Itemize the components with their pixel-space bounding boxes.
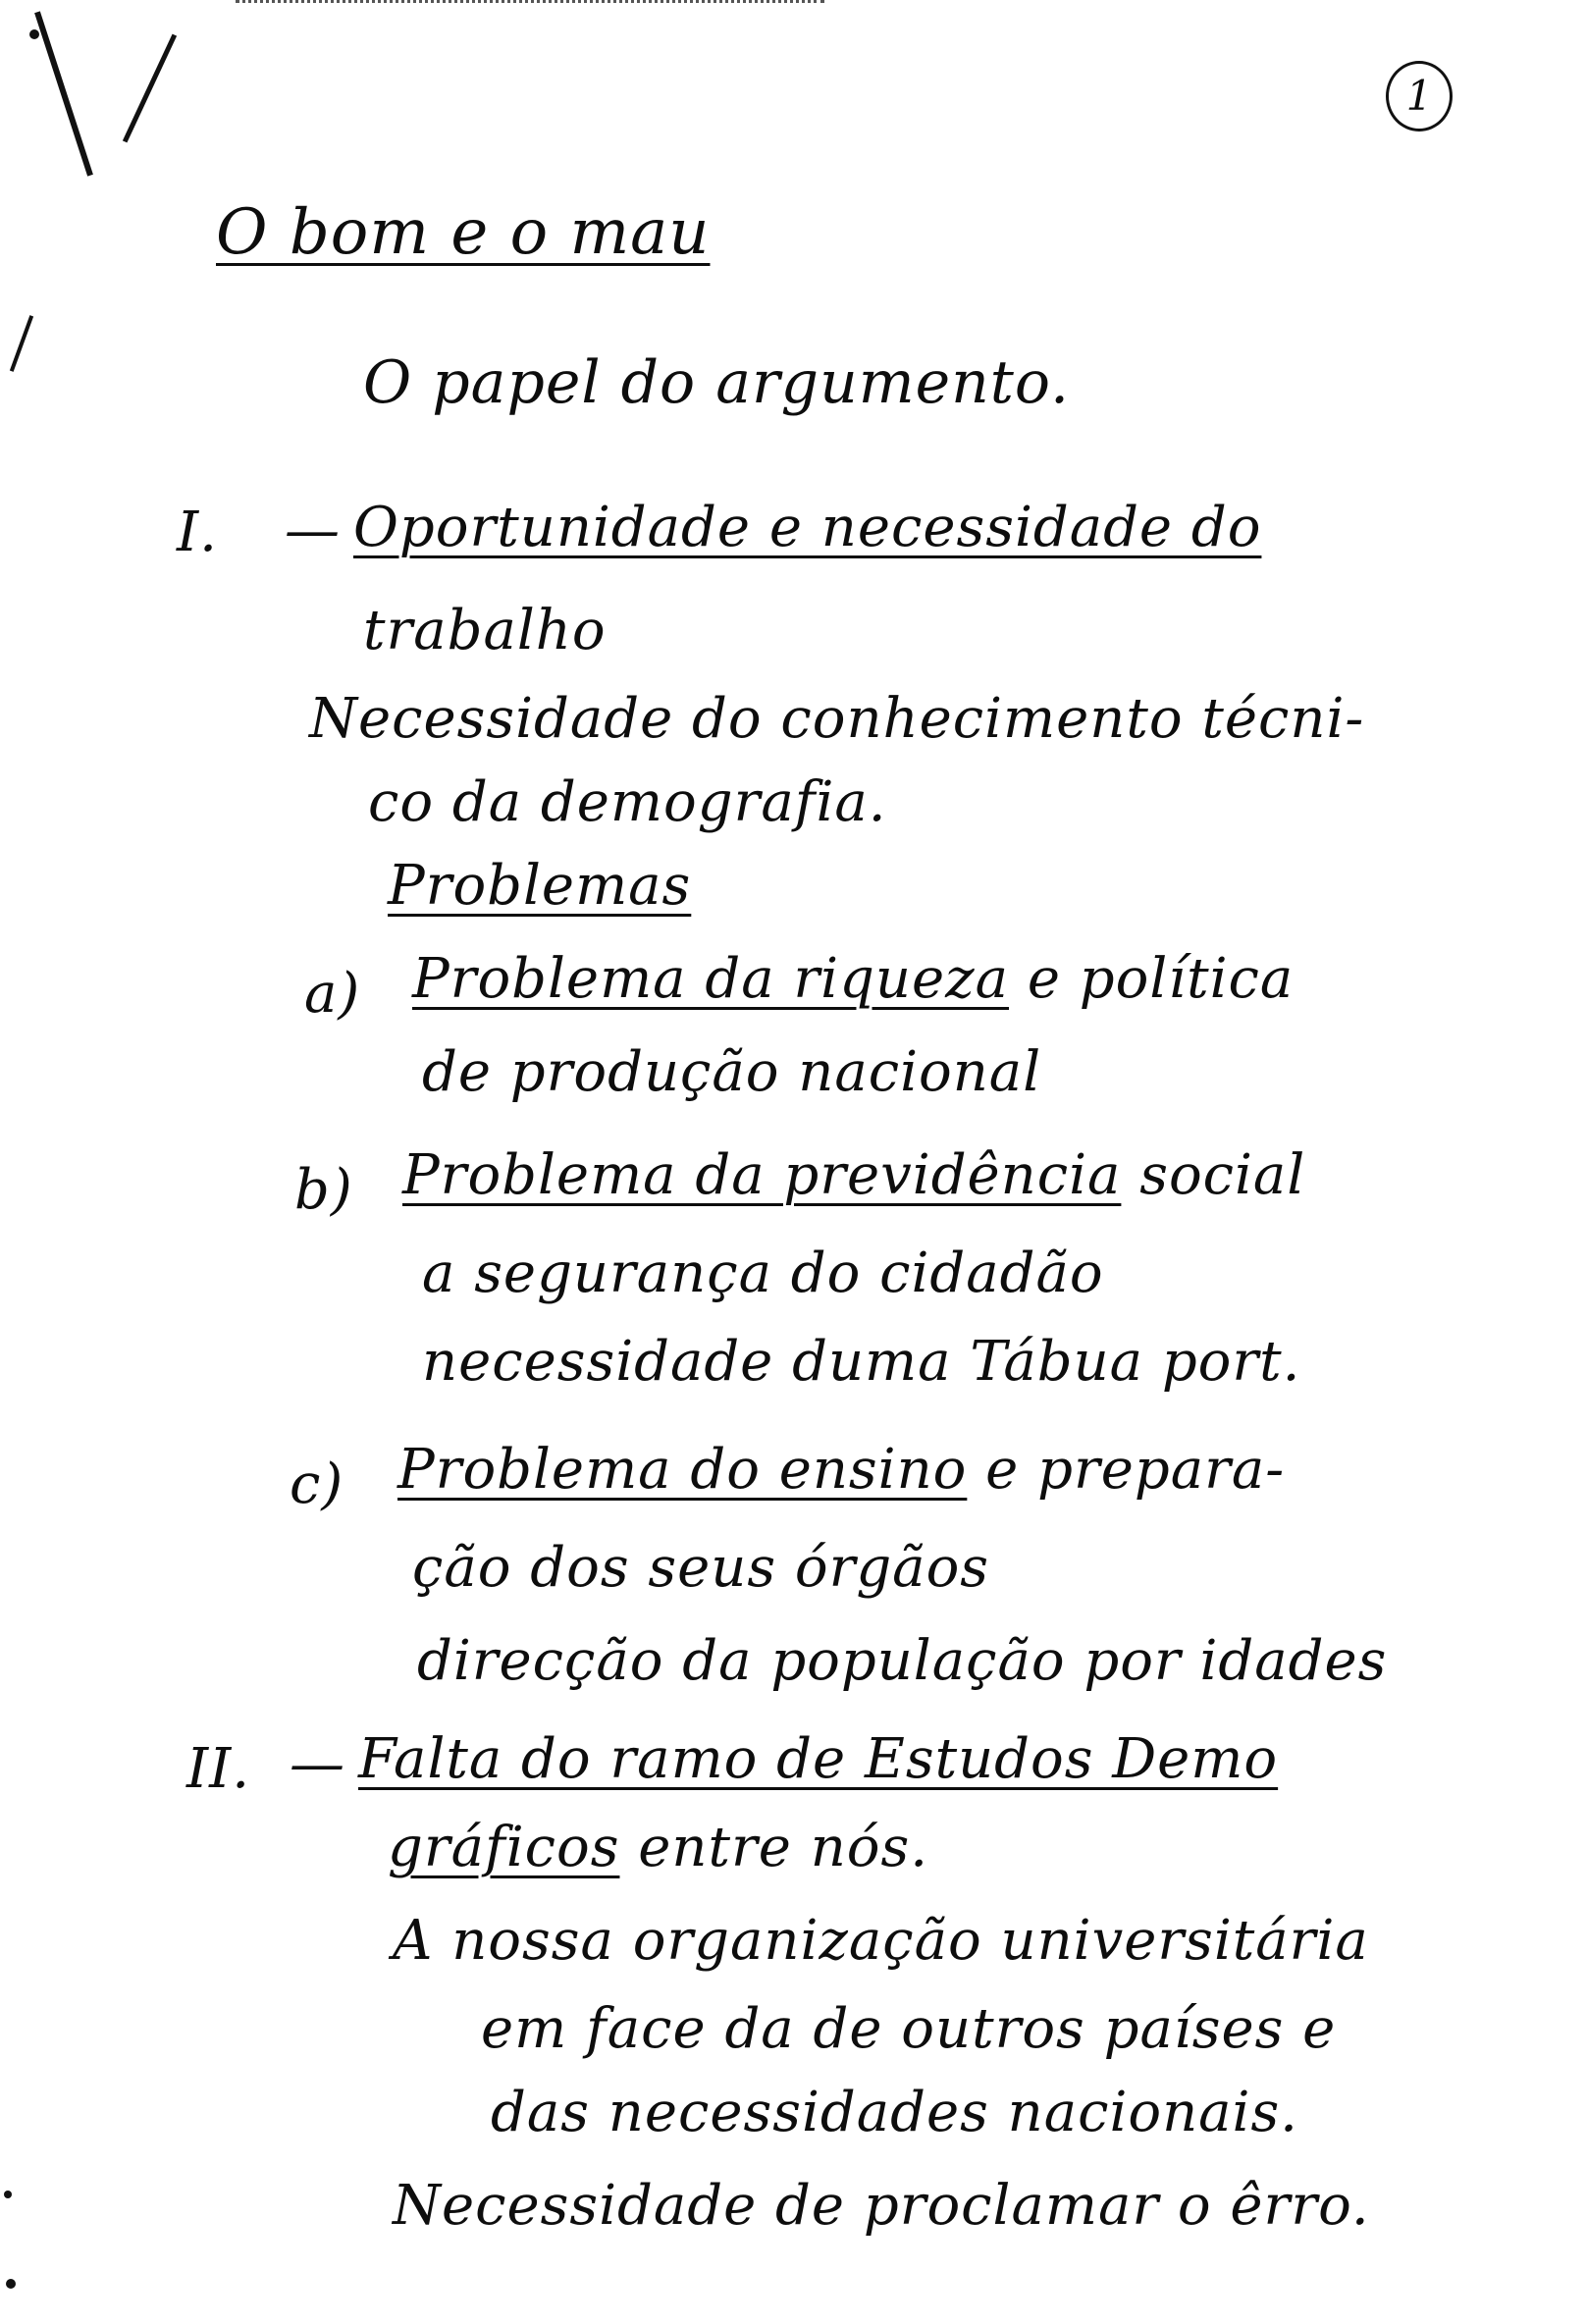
pen-mark <box>10 315 33 372</box>
section-1-heading: Oportunidade e necessidade do <box>353 496 1262 559</box>
section-1-text: Necessidade do conhecimento técni- <box>309 687 1365 751</box>
pen-mark <box>29 29 39 39</box>
item-b-line3: necessidade duma Tábua port. <box>422 1330 1301 1394</box>
item-b-line2: a segurança do cidadão <box>422 1241 1104 1305</box>
section-2-text: A nossa organização universitária <box>393 1909 1369 1973</box>
item-c-line3: direcção da população por idades <box>417 1629 1388 1693</box>
item-b-line <box>402 1143 1305 1207</box>
item-c-heading: Problema do ensino <box>397 1438 968 1502</box>
item-b-rest: social <box>1121 1143 1306 1207</box>
top-dotted-line <box>236 0 824 9</box>
item-a-line <box>412 947 1294 1011</box>
section-2-heading: Falta do ramo de Estudos Demo <box>358 1727 1279 1791</box>
section-2-text: Necessidade de proclamar o êrro. <box>393 2174 1370 2238</box>
section-2-heading-cont-rest: entre nós. <box>619 1816 929 1879</box>
item-c-line <box>397 1438 1285 1502</box>
item-c-line2: ção dos seus órgãos <box>412 1536 990 1600</box>
section-2-heading-cont <box>388 1816 928 1879</box>
pen-mark <box>6 2279 16 2289</box>
pen-mark <box>34 11 93 176</box>
item-b-marker: b) <box>294 1158 353 1222</box>
item-a-line2: de produção nacional <box>422 1040 1042 1104</box>
section-2-dash: — <box>290 1732 345 1796</box>
item-c-rest: e prepara- <box>967 1438 1286 1502</box>
item-b-heading: Problema da previdência <box>402 1143 1122 1207</box>
section-1-numeral: I. <box>177 501 218 564</box>
pen-mark <box>123 34 177 143</box>
item-a-heading: Problema da riqueza <box>412 947 1010 1011</box>
section-2-text: em face da de outros países e <box>481 1997 1337 2061</box>
section-1-dash: — <box>285 499 341 562</box>
pen-mark <box>4 2191 12 2198</box>
section-2-text: das necessidades nacionais. <box>491 2081 1298 2144</box>
section-1-heading-cont: trabalho <box>363 599 607 662</box>
page-number: 1 <box>1386 61 1453 132</box>
item-a-marker: a) <box>304 962 361 1026</box>
item-c-marker: c) <box>290 1452 344 1516</box>
page-title: O bom e o mau <box>216 196 711 269</box>
section-2-numeral: II. <box>186 1737 251 1801</box>
section-1-text: co da demografia. <box>368 770 887 834</box>
item-a-rest: e política <box>1009 947 1295 1011</box>
section-2-heading-cont-underlined: gráficos <box>388 1816 620 1879</box>
problems-label: Problemas <box>388 854 692 918</box>
subtitle: O papel do argumento. <box>363 348 1071 417</box>
